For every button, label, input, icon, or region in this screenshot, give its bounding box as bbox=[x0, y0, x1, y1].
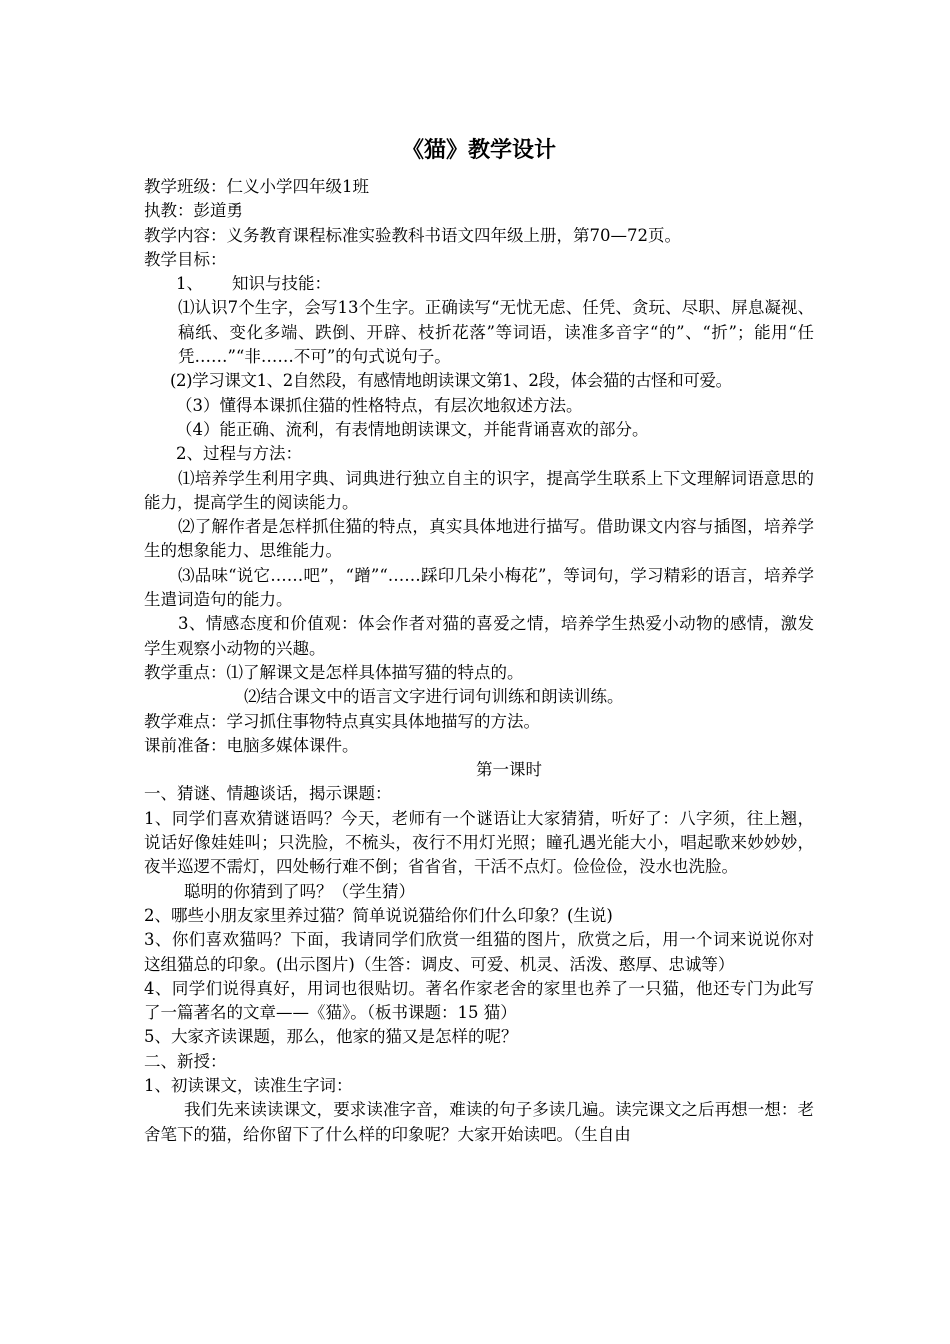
goals-heading: 教学目标： bbox=[144, 249, 227, 269]
goal1-label: 知识与技能： bbox=[232, 274, 331, 294]
teacher-line: 执教：彭道勇 bbox=[144, 201, 243, 221]
class-line: 教学班级：仁义小学四年级1班 bbox=[144, 177, 369, 196]
difficulty-line: 教学难点：学习抓住事物特点真实具体地描写的方法。 bbox=[144, 711, 540, 731]
goal2-item2: ⑵了解作者是怎样抓住猫的特点，真实具体地进行描写。借助课文内容与插图，培养学生的想象能力、思维能力。 bbox=[144, 517, 814, 561]
lesson-heading: 第一课时 bbox=[476, 760, 542, 780]
section2-p1: 1、初读课文，读准生字词： bbox=[144, 1075, 353, 1095]
section1-heading: 一、猜谜、情趣谈话，揭示课题： bbox=[144, 784, 392, 804]
section2-p2: 我们先来读读课文，要求读准字音，难读的句子多读几遍。读完课文之后再想一想：老舍笔下的猫，给你留下了什么样的印象呢？大家开始读吧。（生自由 bbox=[144, 1100, 814, 1144]
key-points-line2: ⑵结合课文中的语言文字进行词句训练和朗读训练。 bbox=[244, 687, 624, 707]
goal1-heading bbox=[144, 272, 814, 296]
section2-heading: 二、新授： bbox=[144, 1051, 227, 1071]
key-points-line1: 教学重点：⑴了解课文是怎样具体描写猫的特点的。 bbox=[144, 662, 524, 682]
goal1-item2: (2)学习课文1、2自然段，有感情地朗读课文第1、2段，体会猫的古怪和可爱。 bbox=[170, 371, 732, 391]
preparation-line: 课前准备：电脑多媒体课件。 bbox=[144, 735, 359, 755]
goal1-item3: （3）懂得本课抓住猫的性格特点，有层次地叙述方法。 bbox=[176, 395, 583, 415]
goal3-text: 3、情感态度和价值观：体会作者对猫的喜爱之情，培养学生热爱小动物的感情，激发学生观察小动物的兴趣。 bbox=[144, 614, 814, 658]
goal2-item3: ⑶品味“说它……吧”，“蹭”“……踩印几朵小梅花”，等词句，学习精彩的语言，培养学生遣词造句的能力。 bbox=[144, 565, 814, 610]
section1-p1: 1、同学们喜欢猜谜语吗？今天，老师有一个谜语让大家猜猜，听好了：八字须，往上翘，说话好像娃娃叫；只洗脸，不梳头，夜行不用灯光照；瞳孔遇光能大小，唱起歌来妙妙妙，夜半巡逻不需灯，四处畅行难不倒；省省省，干活不点灯。俭俭俭，没水也洗脸。 bbox=[144, 808, 814, 877]
goal2-heading: 2、过程与方法： bbox=[176, 444, 302, 464]
goal1-item4: （4）能正确、流利，有表情地朗读课文，并能背诵喜欢的部分。 bbox=[176, 419, 649, 439]
goal2-item1: ⑴培养学生利用字典、词典进行独立自主的识字，提高学生联系上下文理解词语意思的能力，提高学生的阅读能力。 bbox=[144, 468, 814, 512]
goal1-number: 1、 bbox=[176, 274, 203, 294]
section1-p3: 3、你们喜欢猫吗？下面，我请同学们欣赏一组猫的图片，欣赏之后，用一个词来说说你对这组猫总的印象。(出示图片)（生答：调皮、可爱、机灵、活泼、憨厚、忠诚等） bbox=[144, 930, 814, 974]
section1-p1b: 聪明的你猜到了吗？（学生猜） bbox=[184, 881, 415, 901]
goal1-item1: ⑴认识7个生字，会写13个生字。正确读写“无忧无虑、任凭、贪玩、尽职、屏息凝视、稿纸、变化多端、跌倒、开辟、枝折花落”等词语，读准多音字“的”、“折”；能用“任凭……”“非……不可”的句式说句子。 bbox=[178, 298, 814, 367]
content-line: 教学内容：义务教育课程标准实验教科书语文四年级上册，第70—72页。 bbox=[144, 225, 681, 245]
document-title: 《猫》教学设计 bbox=[401, 138, 556, 163]
section1-p2: 2、哪些小朋友家里养过猫？简单说说猫给你们什么印象？(生说) bbox=[144, 905, 613, 925]
section1-p4: 4、同学们说得真好，用词也很贴切。著名作家老舍的家里也养了一只猫，他还专门为此写了一篇著名的文章——《猫》。（板书课题：15 猫） bbox=[144, 978, 814, 1023]
section1-p5: 5、大家齐读课题，那么，他家的猫又是怎样的呢？ bbox=[144, 1027, 518, 1047]
